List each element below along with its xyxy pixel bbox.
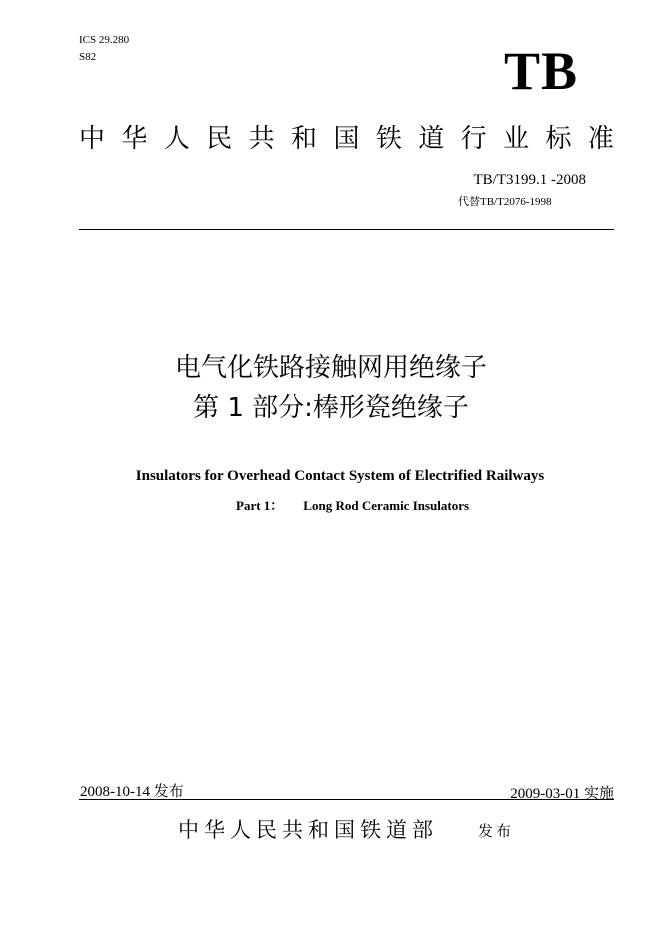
standard-name-char: 民	[206, 124, 233, 154]
title-chinese-line-1: 电气化铁路接触网用绝缘子	[174, 353, 487, 383]
title-english-subtitle: Long Rod Ceramic Insulators	[303, 498, 470, 513]
issuing-authority: 中华人民共和国铁道部	[178, 818, 438, 842]
standard-name-char: 和	[291, 124, 318, 154]
standard-name-char: 华	[121, 124, 148, 154]
standard-name-char: 铁	[375, 124, 402, 154]
standard-name-char: 共	[248, 124, 275, 154]
standard-name-char: 人	[163, 124, 190, 154]
replaces-standard: 代替TB/T2076-1998	[458, 196, 552, 208]
issue-date: 2008-10-14 发布	[80, 784, 184, 800]
title-english-part: Part 1：	[236, 498, 284, 513]
standard-name-char: 标	[545, 124, 572, 154]
standard-name-char: 国	[333, 124, 360, 154]
standard-name-char: 中	[79, 124, 106, 154]
footer-divider	[79, 799, 614, 800]
title-chinese-line-2: 第 1 部分:棒形瓷绝缘子	[193, 393, 469, 423]
tb-logo: TB	[503, 41, 578, 101]
ics-code: ICS 29.280	[79, 34, 130, 46]
standard-name-char: 业	[503, 124, 530, 154]
standard-name-char: 准	[587, 124, 614, 154]
implementation-date: 2009-03-01 实施	[510, 786, 614, 802]
standard-number: TB/T3199.1 -2008	[473, 172, 586, 188]
standard-name-char: 行	[460, 124, 487, 154]
title-english-line-1: Insulators for Overhead Contact System of Electrified Railways	[135, 468, 545, 484]
ccs-code: S82	[79, 51, 97, 63]
standard-name-char: 道	[418, 124, 445, 154]
title-english-line-2	[236, 495, 469, 514]
header-divider	[79, 229, 614, 230]
standard-category-name	[79, 122, 614, 156]
issuing-verb: 发布	[478, 822, 515, 840]
